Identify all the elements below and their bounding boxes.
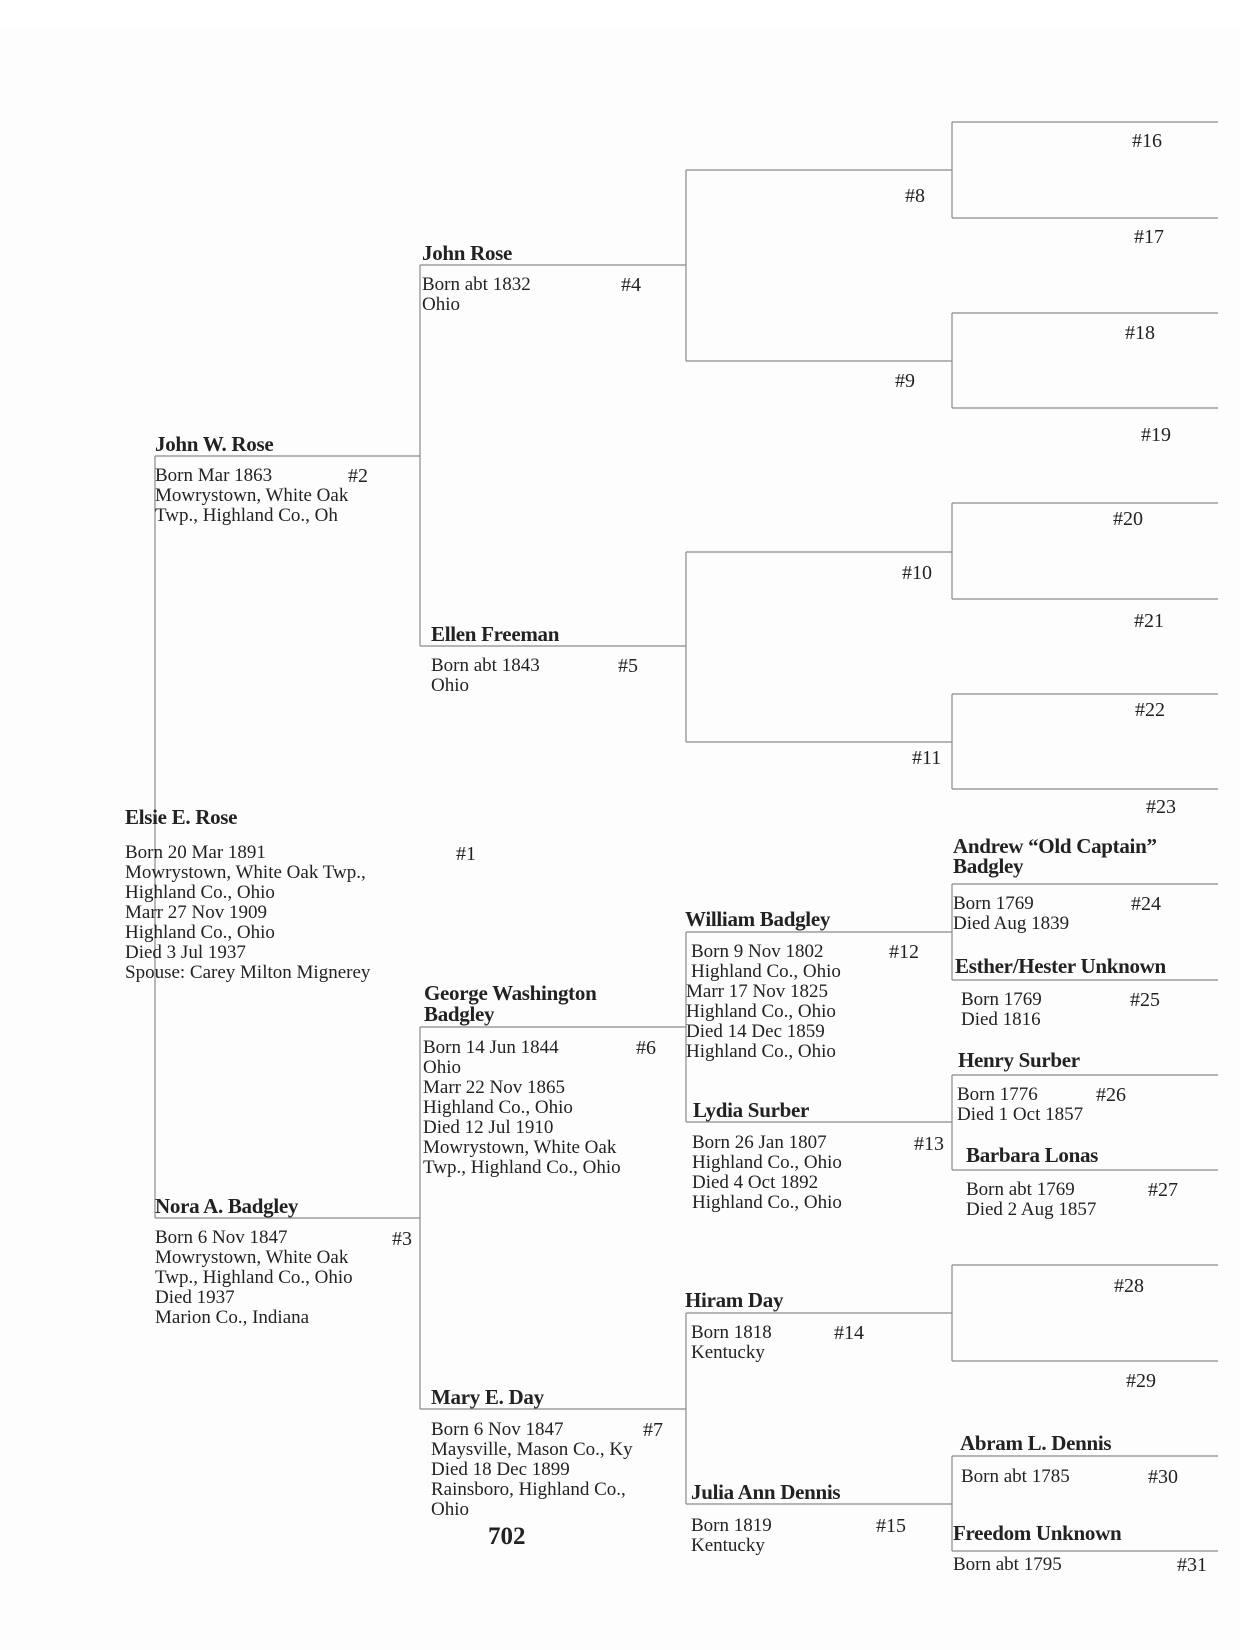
- person-16-number: #16: [1132, 130, 1162, 152]
- person-15-details: [691, 1516, 772, 1556]
- person-12-died-place: Highland Co., Ohio: [686, 1041, 836, 1062]
- person-28-number: #28: [1114, 1275, 1144, 1297]
- person-6-born: Born 14 Jun 1844: [423, 1037, 559, 1058]
- person-31-name: Freedom Unknown: [953, 1521, 1122, 1545]
- person-2-name: John W. Rose: [155, 432, 274, 456]
- person-6-name-line-2: Badgley: [424, 1002, 495, 1026]
- person-1-details: [125, 843, 370, 983]
- person-12-married: Marr 17 Nov 1825: [686, 981, 828, 1002]
- person-3-died-place: Marion Co., Indiana: [155, 1307, 310, 1328]
- person-30-born: Born abt 1785: [961, 1466, 1070, 1487]
- person-27-number: #27: [1148, 1179, 1178, 1201]
- person-3-born-place-1: Mowrystown, White Oak: [155, 1247, 349, 1268]
- person-11-number: #11: [912, 747, 942, 769]
- person-5-number: #5: [618, 655, 638, 677]
- person-14-number: #14: [834, 1322, 864, 1344]
- person-3-born-place-2: Twp., Highland Co., Ohio: [155, 1267, 353, 1288]
- person-12-born-place: Highland Co., Ohio: [691, 961, 841, 982]
- person-24-name: [953, 836, 1157, 876]
- person-14-born-place: Kentucky: [691, 1342, 765, 1363]
- person-5-name: Ellen Freeman: [431, 622, 560, 646]
- person-29-number: #29: [1126, 1370, 1156, 1392]
- person-30-name: Abram L. Dennis: [960, 1431, 1112, 1455]
- person-12-details: [686, 942, 841, 1062]
- person-7-born: Born 6 Nov 1847: [431, 1419, 564, 1440]
- person-6-born-place: Ohio: [423, 1057, 461, 1078]
- person-26-name: Henry Surber: [958, 1048, 1080, 1072]
- person-1-born-place-2: Highland Co., Ohio: [125, 882, 275, 903]
- person-13-died: Died 4 Oct 1892: [692, 1172, 819, 1193]
- person-6-married-place: Highland Co., Ohio: [423, 1097, 573, 1118]
- person-1-married-place: Highland Co., Ohio: [125, 922, 275, 943]
- person-24-name-line-2: Badgley: [953, 854, 1024, 878]
- person-12-born: Born 9 Nov 1802: [691, 941, 824, 962]
- person-25-number: #25: [1130, 989, 1160, 1011]
- person-2-details: [155, 466, 348, 526]
- person-1-spouse: Spouse: Carey Milton Mignerey: [125, 962, 371, 983]
- person-3-details: [155, 1228, 353, 1328]
- person-25-details: [961, 990, 1042, 1030]
- person-7-died: Died 18 Dec 1899: [431, 1459, 570, 1480]
- person-6-details: [423, 1038, 621, 1178]
- person-5-born-place: Ohio: [431, 675, 469, 696]
- person-26-number: #26: [1096, 1084, 1126, 1106]
- person-12-died: Died 14 Dec 1859: [686, 1021, 825, 1042]
- person-7-died-place-2: Ohio: [431, 1499, 469, 1520]
- person-6-name-line-1: George Washington: [424, 981, 597, 1005]
- person-5-details: [431, 656, 540, 696]
- person-1-died: Died 3 Jul 1937: [125, 942, 246, 963]
- person-13-name: Lydia Surber: [693, 1098, 810, 1122]
- person-12-number: #12: [889, 941, 919, 963]
- person-1-name: Elsie E. Rose: [125, 805, 238, 829]
- person-2-number: #2: [348, 465, 368, 487]
- person-19-number: #19: [1141, 424, 1171, 446]
- person-1-born: Born 20 Mar 1891: [125, 842, 266, 863]
- person-21-number: #21: [1134, 610, 1164, 632]
- person-3-born: Born 6 Nov 1847: [155, 1227, 288, 1248]
- person-30-number: #30: [1148, 1466, 1178, 1488]
- person-2-born-place-1: Mowrystown, White Oak: [155, 485, 349, 506]
- person-26-died: Died 1 Oct 1857: [957, 1104, 1084, 1125]
- person-25-died: Died 1816: [961, 1009, 1041, 1030]
- person-13-number: #13: [914, 1133, 944, 1155]
- person-10-number: #10: [902, 562, 932, 584]
- person-7-born-place: Maysville, Mason Co., Ky: [431, 1439, 633, 1460]
- person-30-details: [961, 1467, 1070, 1487]
- person-23-number: #23: [1146, 796, 1176, 818]
- person-6-died-place-2: Twp., Highland Co., Ohio: [423, 1157, 621, 1178]
- person-31-details: [953, 1555, 1062, 1575]
- person-20-number: #20: [1113, 508, 1143, 530]
- person-14-name: Hiram Day: [685, 1288, 784, 1312]
- person-25-name: Esther/Hester Unknown: [955, 954, 1166, 978]
- person-4-born: Born abt 1832: [422, 274, 531, 295]
- person-22-number: #22: [1135, 699, 1165, 721]
- person-1-number: #1: [456, 843, 476, 865]
- person-7-number: #7: [643, 1419, 663, 1441]
- person-24-died: Died Aug 1839: [953, 913, 1070, 934]
- person-4-name: John Rose: [422, 241, 513, 265]
- person-27-born: Born abt 1769: [966, 1179, 1075, 1200]
- person-15-born: Born 1819: [691, 1515, 772, 1536]
- person-13-born: Born 26 Jan 1807: [692, 1132, 827, 1153]
- person-15-born-place: Kentucky: [691, 1535, 765, 1556]
- person-18-number: #18: [1125, 322, 1155, 344]
- person-24-number: #24: [1131, 893, 1161, 915]
- person-6-died-place-1: Mowrystown, White Oak: [423, 1137, 617, 1158]
- person-13-details: [692, 1133, 842, 1213]
- person-7-died-place-1: Rainsboro, Highland Co.,: [431, 1479, 626, 1500]
- person-13-born-place: Highland Co., Ohio: [692, 1152, 842, 1173]
- person-2-born-place-2: Twp., Highland Co., Oh: [155, 505, 338, 526]
- person-31-number: #31: [1177, 1554, 1207, 1576]
- page-number: 702: [488, 1523, 526, 1550]
- person-4-details: [422, 275, 531, 315]
- person-15-number: #15: [876, 1515, 906, 1537]
- person-26-details: [957, 1085, 1083, 1125]
- person-14-details: [691, 1323, 772, 1363]
- person-13-died-place: Highland Co., Ohio: [692, 1192, 842, 1213]
- person-6-name: [424, 983, 596, 1003]
- person-27-died: Died 2 Aug 1857: [966, 1199, 1097, 1220]
- person-31-born: Born abt 1795: [953, 1554, 1062, 1575]
- person-6-number: #6: [636, 1037, 656, 1059]
- person-5-born: Born abt 1843: [431, 655, 540, 676]
- person-4-number: #4: [621, 274, 641, 296]
- person-6-married: Marr 22 Nov 1865: [423, 1077, 565, 1098]
- person-3-name: Nora A. Badgley: [155, 1194, 299, 1218]
- person-7-details: [431, 1420, 633, 1520]
- person-24-details: [953, 894, 1069, 934]
- person-8-number: #8: [905, 185, 925, 207]
- person-15-name: Julia Ann Dennis: [691, 1480, 841, 1504]
- person-14-born: Born 1818: [691, 1322, 772, 1343]
- person-9-number: #9: [895, 370, 915, 392]
- person-6-died: Died 12 Jul 1910: [423, 1117, 554, 1138]
- person-12-married-place: Highland Co., Ohio: [686, 1001, 836, 1022]
- person-24-name-line-1: Andrew “Old Captain”: [953, 834, 1157, 858]
- person-3-number: #3: [392, 1228, 412, 1250]
- person-1-married: Marr 27 Nov 1909: [125, 902, 267, 923]
- person-26-born: Born 1776: [957, 1084, 1038, 1105]
- person-6-name-rest: [424, 1004, 494, 1024]
- person-7-name: Mary E. Day: [431, 1385, 544, 1409]
- person-12-name: William Badgley: [685, 907, 831, 931]
- person-25-born: Born 1769: [961, 989, 1042, 1010]
- person-2-born: Born Mar 1863: [155, 465, 273, 486]
- person-24-born: Born 1769: [953, 893, 1034, 914]
- person-4-born-place: Ohio: [422, 294, 460, 315]
- person-27-details: [966, 1180, 1096, 1220]
- person-17-number: #17: [1134, 226, 1164, 248]
- person-27-name: Barbara Lonas: [966, 1143, 1099, 1167]
- person-3-died: Died 1937: [155, 1287, 235, 1308]
- person-1-born-place-1: Mowrystown, White Oak Twp.,: [125, 862, 366, 883]
